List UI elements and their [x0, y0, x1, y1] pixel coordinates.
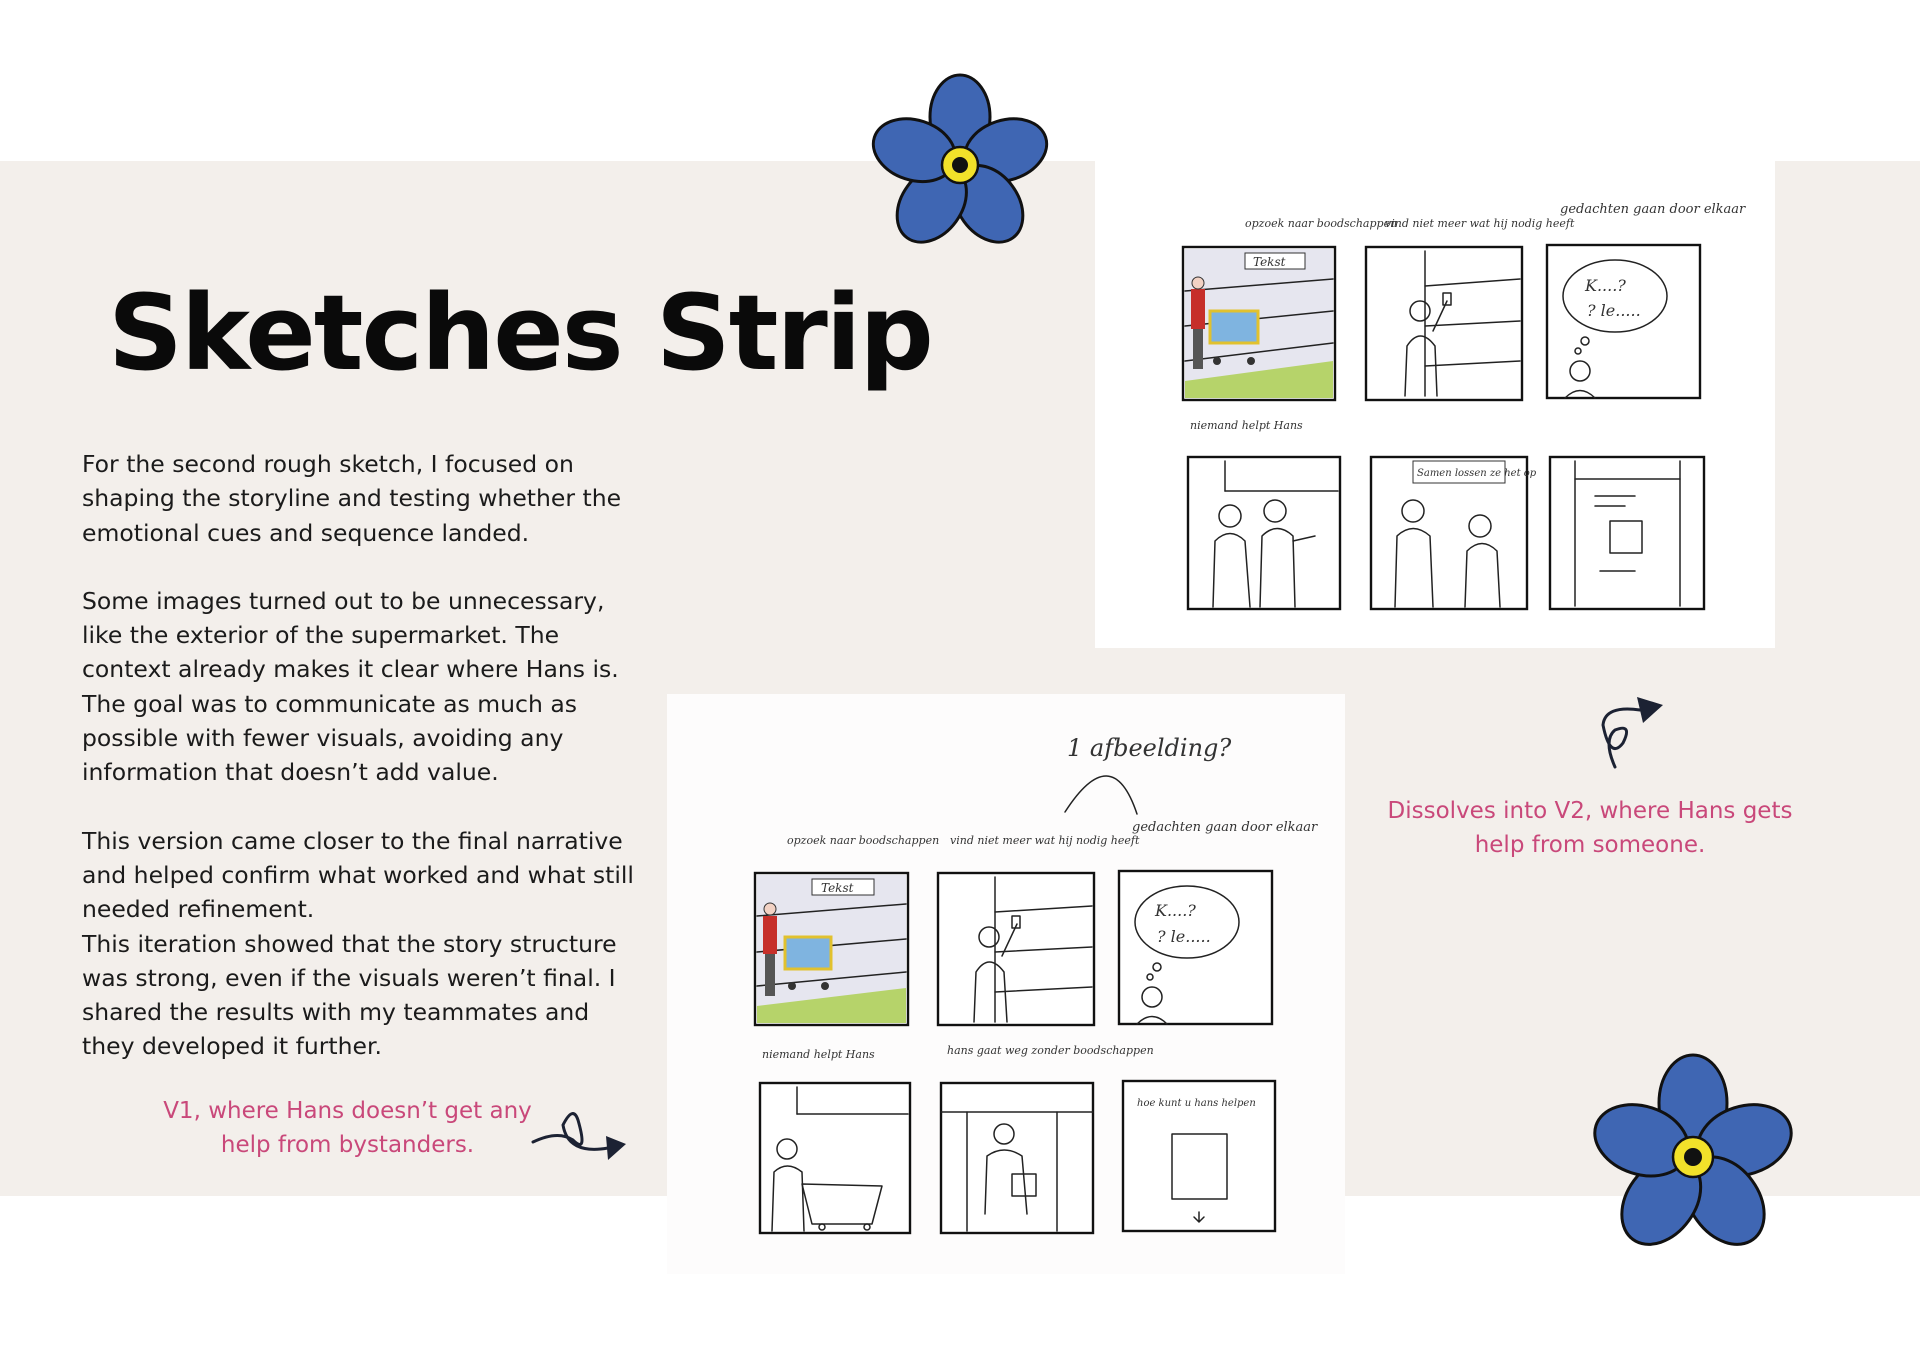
sketch-v2-thought-2: ? le..... [1587, 301, 1641, 320]
sketch-v1-label-3: gedachten gaan door elkaar [1132, 820, 1318, 835]
sketch-v2-panel-5 [1371, 457, 1537, 609]
sketch-v1-drawing [667, 694, 1345, 1274]
sketch-v2-label-4: niemand helpt Hans [1190, 419, 1303, 432]
sketch-v2-panel-6 [1550, 457, 1704, 609]
sketch-v2-label-1: opzoek naar boodschappen [1245, 217, 1398, 230]
curly-arrow-icon [1585, 685, 1680, 770]
sketch-sheet-v2 [1095, 161, 1775, 648]
sketch-v1-label-2: vind niet meer wat hij nodig heeft [950, 834, 1140, 847]
sketch-v1-panel-1 [755, 873, 908, 1025]
sketch-v2-label-3: gedachten gaan door elkaar [1560, 202, 1746, 217]
caption-v1: V1, where Hans doesn’t get any help from bystanders. [163, 1098, 532, 1158]
flower-doodle-icon [1578, 1045, 1808, 1270]
sketch-v2-panel-4 [1188, 457, 1340, 609]
sketch-v2-panel-2 [1366, 247, 1522, 400]
curly-arrow-icon [528, 1100, 638, 1170]
sketch-v2-board: Samen lossen ze het op [1417, 468, 1537, 479]
paragraph-1: For the second rough sketch, I focused on shaping the storyline and testing whether the emotional cues and sequence landed. [82, 450, 622, 547]
sketch-v1-thought-2: ? le..... [1157, 927, 1211, 946]
sketch-v1-label-6: hoe kunt u hans helpen [1137, 1098, 1256, 1109]
sketch-v1-panel-3 [1119, 871, 1272, 1024]
body-text [82, 447, 642, 1064]
paragraph-2: Some images turned out to be unnecessary, like the exterior of the supermarket. The context already makes it clear where Hans is. The goal was to communicate as much as possible with fewer visuals, avoiding any information that doesn’t add value. [82, 586, 619, 787]
sketch-v1-label-4: niemand helpt Hans [762, 1048, 875, 1061]
sketch-v1-note: 1 afbeelding? [1067, 734, 1232, 762]
sketch-v1-panel-6 [1123, 1081, 1275, 1231]
sketch-v2-panel-3 [1547, 245, 1700, 398]
sketch-sheet-v1 [667, 694, 1345, 1274]
sketch-v2-thought-1: K....? [1585, 276, 1626, 295]
sketch-v2-label-2: vind niet meer wat hij nodig heeft [1385, 217, 1575, 230]
sketch-v1-thought-1: K....? [1155, 901, 1196, 920]
sketch-v2-drawing [1095, 161, 1775, 648]
sketch-v1-label-1: opzoek naar boodschappen [787, 834, 940, 847]
sketch-v1-panel-5 [941, 1083, 1093, 1233]
sketch-v1-sign: Tekst [821, 881, 854, 895]
sketch-v1-panel-2 [938, 873, 1094, 1025]
sketch-v2-sign: Tekst [1253, 255, 1286, 269]
paragraph-3: This version came closer to the final narrative and helped confirm what worked and what still needed refinement. [82, 826, 634, 924]
flower-doodle-icon [855, 65, 1065, 265]
paragraph-4: This iteration showed that the story structure was strong, even if the visuals weren’t final. I shared the results with my teammates and they developed it further. [82, 929, 617, 1061]
sketch-v2-panel-1 [1183, 247, 1335, 400]
page-title: Sketches Strip [108, 272, 932, 394]
caption-v2: Dissolves into V2, where Hans gets help from someone. [1387, 798, 1793, 858]
sketch-v1-label-5: hans gaat weg zonder boodschappen [947, 1044, 1154, 1057]
sketch-v1-panel-4 [760, 1083, 910, 1233]
